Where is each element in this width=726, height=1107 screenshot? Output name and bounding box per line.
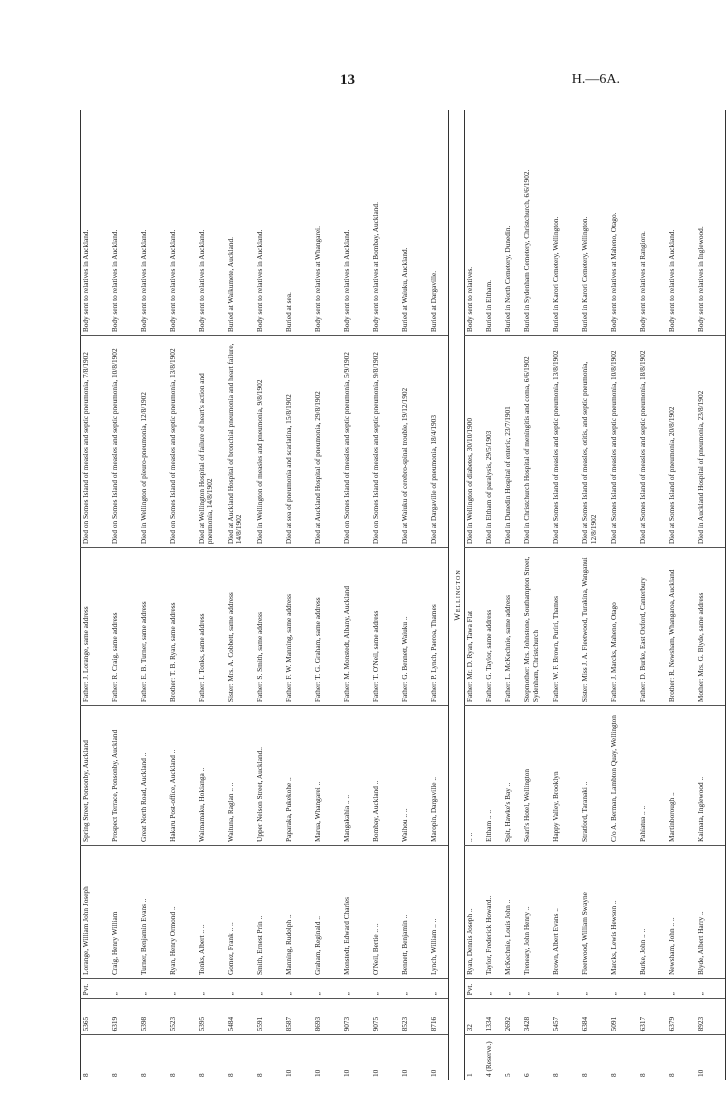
table-row — [197, 110, 226, 1080]
cell-death: Died on Somes Island of measles and septic pneumonia, 10/8/1902 — [110, 336, 139, 548]
cell-burial: Buried in Sydenham Cemetery, Christchurch, 6/6/1902. — [522, 169, 532, 333]
cell-address: Paparaka, Pukekohe .. — [284, 706, 313, 846]
cell-burial: Buried at Waiuku, Auckland. — [400, 247, 409, 333]
cell-death: Died in Dunedin Hospital of enteric, 23/7/1901 — [503, 336, 522, 548]
table-row — [110, 110, 139, 1080]
cell-number: 6384 — [580, 999, 609, 1035]
cell-number: 8716 — [429, 999, 449, 1035]
cell-contingent: 8 — [638, 1035, 667, 1080]
rotated-table-frame — [80, 110, 706, 1080]
cell-burial: Body sent to relatives in Auckland. — [168, 229, 177, 333]
cell-death: Died at Auckland Hospital of bronchial pneumonia and heart failure, 14/8/1902 — [226, 336, 255, 548]
table-row — [609, 110, 638, 1080]
cell-death: Died at Somes Island of measles and septic pneumonia, 10/8/1902 — [609, 336, 638, 548]
cell-number: 2692 — [503, 999, 522, 1035]
cell-contingent: 10 — [313, 1035, 342, 1080]
cell-name: Lorange, William John Joseph — [81, 845, 111, 978]
table-body — [81, 110, 726, 1080]
page-number: 13 — [340, 72, 355, 88]
cell-burial: Body sent to relatives at Rangiora. — [638, 231, 648, 333]
cell-next-of-kin: Father: S. Smith, same address — [255, 548, 284, 706]
cell-number: 8693 — [313, 999, 342, 1035]
cell-burial: Body sent to relatives at Maheno, Otago. — [609, 212, 619, 333]
cell-address: Waihou .. .. — [400, 706, 429, 846]
table-row — [638, 110, 667, 1080]
cell-rank: „ — [696, 979, 726, 999]
cell-address: Kaimata, Inglewood .. — [696, 706, 726, 846]
cell-name: Burke, John .. .. — [638, 845, 667, 978]
cell-rank: „ — [429, 979, 449, 999]
cell-rank: „ — [667, 979, 696, 999]
cell-next-of-kin: Sister: Miss J. A. Fleetwood, Turakina, Wanganui — [580, 548, 609, 706]
cell-contingent: 10 — [284, 1035, 313, 1080]
cell-contingent: 8 — [110, 1035, 139, 1080]
cell-address: Maropin, Dargaville .. — [429, 706, 449, 846]
cell-name: McKechnie, Louis John .. — [503, 845, 522, 978]
cell-address: Mangakahia .. .. — [342, 706, 371, 846]
table-row — [226, 110, 255, 1080]
cell-name: Craig, Henry William — [110, 845, 139, 978]
cell-number: 3428 — [522, 999, 551, 1035]
cell-address: Spring Street, Ponsonby, Auckland — [81, 706, 111, 846]
cell-death: Died on Somes Island of measles and septic pneumonia, 5/9/1902 — [342, 336, 371, 548]
table-row — [429, 110, 449, 1080]
cell-death: Died on Somes Island of measles and septic pneumonia, 9/8/1902 — [371, 336, 400, 548]
cell-number: 8523 — [400, 999, 429, 1035]
section-heading: Wellington — [453, 569, 462, 621]
cell-contingent: 8 — [580, 1035, 609, 1080]
cell-name: Marcks, Lewis Hewson .. — [609, 845, 638, 978]
cell-next-of-kin: Brother: T. B. Ryan, same address — [168, 548, 197, 706]
cell-rank: „ — [168, 979, 197, 999]
cell-rank: „ — [342, 979, 371, 999]
cell-address: C/o A. Berman, Lambton Quay, Wellington — [609, 706, 638, 846]
cell-contingent: 10 — [429, 1035, 449, 1080]
cell-address: Hakaru Post-office, Auckland .. — [168, 706, 197, 846]
table-row — [81, 110, 111, 1080]
cell-death: Died in Wellington of measles and pneumonia, 9/8/1902 — [255, 336, 284, 548]
cell-name: Monstedt, Edward Charles — [342, 845, 371, 978]
table-row — [313, 110, 342, 1080]
cell-rank: „ — [551, 979, 580, 999]
cell-contingent: 6 — [522, 1035, 551, 1080]
cell-burial: Body sent to relatives at Whangarei. — [313, 226, 322, 333]
cell-burial: Buried in Karori Cemetery, Wellington. — [551, 216, 561, 333]
cell-name: Bennett, Benjamin .. — [400, 845, 429, 978]
cell-name: Tonks, Albert .. .. — [197, 845, 226, 978]
cell-next-of-kin: Stepmother: Mrs. Johnstone, Southampton Street, Sydenham, Christchurch — [522, 548, 551, 706]
cell-death: Died at Somes Island of measles, otitis, and septic pneumonia, 12/8/1902 — [580, 336, 609, 548]
cell-burial: Buried at Waikumete, Auckland. — [226, 237, 235, 333]
cell-next-of-kin: Mother: Mrs. G. Blyde, same address — [696, 548, 726, 706]
cell-rank: „ — [609, 979, 638, 999]
cell-contingent: 8 — [667, 1035, 696, 1080]
cell-death: Died at Somes Island of measles and septic pneumonia, 13/8/1902 — [551, 336, 580, 548]
cell-address: Great North Road, Auckland .. — [139, 706, 168, 846]
cell-name: Treneary, John Henry .. — [522, 845, 551, 978]
cell-burial: Body sent to relatives at Bombay, Auckland. — [371, 202, 380, 333]
cell-name: Ryan, Henry Ormond .. — [168, 845, 197, 978]
table-row — [168, 110, 197, 1080]
cell-contingent: 8 — [609, 1035, 638, 1080]
cell-next-of-kin: Father: W. F. Brown, Puriri, Thames — [551, 548, 580, 706]
cell-burial: Body sent to relatives. — [465, 110, 485, 336]
cell-name: Blyde, Albert Harry .. — [696, 845, 726, 978]
cell-next-of-kin: Father: Mr. D. Ryan, Tawa Flat — [465, 548, 485, 706]
cell-rank: Pvt. — [81, 979, 111, 999]
cell-rank: „ — [522, 979, 551, 999]
cell-address: Bombay, Auckland .. — [371, 706, 400, 846]
cell-next-of-kin: Father: G. Bennett, Waiuku .. — [400, 548, 429, 706]
cell-next-of-kin: Sister: Mrs. A. Cobbett, same address — [226, 548, 255, 706]
cell-burial: Buried at Dargaville. — [429, 110, 449, 336]
cell-rank: „ — [638, 979, 667, 999]
cell-name: Taylor, Frederick Howard.. — [484, 845, 503, 978]
cell-rank: „ — [110, 979, 139, 999]
cell-number: 5591 — [255, 999, 284, 1035]
cell-next-of-kin: Father: T. O'Neil, same address — [371, 548, 400, 706]
cell-next-of-kin: Father: M. Monstedt, Albany, Auckland — [342, 548, 371, 706]
cell-contingent: 10 — [696, 1035, 726, 1080]
cell-next-of-kin: Father: I. Tonks, same address — [197, 548, 226, 706]
cell-burial: Body sent to relatives in Auckland. — [255, 229, 264, 333]
table-row — [465, 110, 485, 1080]
page-reference: H.—6A. — [571, 72, 620, 87]
cell-next-of-kin: Father: G. Taylor, same address — [484, 548, 503, 706]
table-row — [696, 110, 726, 1080]
cell-burial: Buried in North Cemetery, Dunedin. — [503, 225, 513, 333]
cell-address: Martinborough .. — [667, 706, 696, 846]
cell-number: 6319 — [110, 999, 139, 1035]
cell-rank: „ — [580, 979, 609, 999]
cell-next-of-kin: Father: L. McKechnie, same address — [503, 548, 522, 706]
table-row — [255, 110, 284, 1080]
cell-number: 9075 — [371, 999, 400, 1035]
cell-address: Searl's Hotel, Wellington — [522, 706, 551, 846]
casualty-table — [80, 110, 726, 1080]
cell-death: Died at Wellington Hospital of failure of heart's action and pneumonia, 14/8/1902 — [197, 336, 226, 548]
cell-burial: Buried in Karori Cemetery, Wellington. — [580, 216, 590, 333]
cell-rank: „ — [284, 979, 313, 999]
table-row — [551, 110, 580, 1080]
cell-next-of-kin: Father: F. W. Manning, same address — [284, 548, 313, 706]
cell-contingent: 8 — [197, 1035, 226, 1080]
cell-number: 5398 — [139, 999, 168, 1035]
cell-name: Manning, Rudolph .. — [284, 845, 313, 978]
cell-contingent: 8 — [551, 1035, 580, 1080]
cell-address: Prospect Terrace, Ponsonby, Auckland — [110, 706, 139, 846]
cell-name: O'Neil, Bertie .. .. — [371, 845, 400, 978]
cell-death: Died at sea of pneumonia and scarlatina, 15/8/1902 — [284, 336, 313, 548]
cell-contingent: 10 — [400, 1035, 429, 1080]
cell-burial: Body sent to relatives in Auckland. — [197, 229, 206, 333]
cell-number: 32 — [465, 999, 485, 1035]
cell-death: Died at Somes Island of measles and septic pneumonia, 18/8/1902 — [638, 336, 667, 548]
table-row — [484, 110, 503, 1080]
cell-next-of-kin: Brother: R. Newsham, Whangaroa, Auckland — [667, 548, 696, 706]
cell-name: Ryan, Dennis Joseph .. — [465, 845, 485, 978]
cell-burial: Body sent to relatives in Auckland. — [139, 229, 148, 333]
table-row — [667, 110, 696, 1080]
cell-number: 8923 — [696, 999, 726, 1035]
cell-number: 5523 — [168, 999, 197, 1035]
cell-next-of-kin: Father: T. G. Graham, same address — [313, 548, 342, 706]
cell-death: Died at Dargaville of pneumonia, 18/4/1903 — [429, 336, 449, 548]
cell-death: Died in Christchurch Hospital of meningitis and coma, 6/6/1902 — [522, 336, 551, 548]
cell-death: Died on Somes Island of measles and septic pneumonia, 7/8/1902 — [81, 336, 111, 548]
cell-number: 1334 — [484, 999, 503, 1035]
cell-name: Brown, Albert Evans .. — [551, 845, 580, 978]
cell-address: Upper Nelson Street, Auckland.. — [255, 706, 284, 846]
cell-number: 5365 — [81, 999, 111, 1035]
cell-next-of-kin: Father: D. Burke, East Oxford, Canterbury — [638, 548, 667, 706]
cell-name: Turner, Benjamin Evans .. — [139, 845, 168, 978]
cell-burial: Body sent to relatives in Auckland. — [81, 110, 111, 336]
table-row — [342, 110, 371, 1080]
cell-contingent: 8 — [168, 1035, 197, 1080]
cell-rank: Pvt. — [465, 979, 485, 999]
cell-name: Fleetwood, William Swayne — [580, 845, 609, 978]
table-row — [580, 110, 609, 1080]
cell-death: Died at Auckland Hospital of pneumonia, 29/8/1902 — [313, 336, 342, 548]
table-row — [400, 110, 429, 1080]
cell-burial: Body sent to relatives in Auckland. — [110, 229, 119, 333]
cell-rank: „ — [503, 979, 522, 999]
cell-number: 9073 — [342, 999, 371, 1035]
cell-address: Pahiatua .. .. — [638, 706, 667, 846]
cell-rank: „ — [255, 979, 284, 999]
cell-next-of-kin: Father: P. Lynch, Paeroa, Thames — [429, 548, 449, 706]
cell-contingent: 4 (Reserve.) — [484, 1035, 503, 1080]
cell-burial: Buried in Eltham. — [484, 280, 494, 333]
cell-contingent: 1 — [465, 1035, 485, 1080]
cell-contingent: 8 — [81, 1035, 111, 1080]
cell-name: Smith, Ernest Prin .. — [255, 845, 284, 978]
cell-contingent: 8 — [139, 1035, 168, 1080]
cell-death: Died at Somes Island of pneumonia, 20/8/1902 — [667, 336, 696, 548]
cell-name: Gomez, Frank .. .. — [226, 845, 255, 978]
table-row — [284, 110, 313, 1080]
cell-number: 5484 — [226, 999, 255, 1035]
table-row — [503, 110, 522, 1080]
cell-death: Died on Somes Island of measles and septic pneumonia, 13/8/1902 — [168, 336, 197, 548]
table-row — [139, 110, 168, 1080]
cell-number: 6317 — [638, 999, 667, 1035]
section-heading-row — [449, 110, 465, 1080]
cell-next-of-kin: Father: E. B. Turner, same address — [139, 548, 168, 706]
cell-address: Eltham .. .. — [484, 706, 503, 846]
cell-name: Lynch, William .. .. — [429, 845, 449, 978]
cell-address: .. .. — [465, 706, 485, 846]
cell-contingent: 8 — [255, 1035, 284, 1080]
cell-contingent: 5 — [503, 1035, 522, 1080]
cell-death: Died in Eltham of paralysis, 29/5/1903 — [484, 336, 503, 548]
cell-rank: „ — [400, 979, 429, 999]
cell-death: Died at Waiuku of cerebro-spinal trouble, 19/12/1902 — [400, 336, 429, 548]
cell-rank: „ — [197, 979, 226, 999]
cell-rank: „ — [313, 979, 342, 999]
cell-rank: „ — [139, 979, 168, 999]
cell-name: Newsham, John .. .. — [667, 845, 696, 978]
cell-number: 5395 — [197, 999, 226, 1035]
cell-address: Waimamaku, Hokianga .. — [197, 706, 226, 846]
cell-burial: Body sent to relatives in Auckland. — [342, 229, 351, 333]
cell-number: 5457 — [551, 999, 580, 1035]
cell-contingent: 8 — [226, 1035, 255, 1080]
cell-name: Graham, Reginald .. — [313, 845, 342, 978]
cell-number: 8587 — [284, 999, 313, 1035]
cell-address: Waituna, Raglan .. .. — [226, 706, 255, 846]
cell-next-of-kin: Father: J. Marcks, Maheno, Otago — [609, 548, 638, 706]
cell-next-of-kin: Father: R. Craig, same address — [110, 548, 139, 706]
cell-burial: Buried at sea. — [284, 292, 293, 333]
cell-rank: „ — [371, 979, 400, 999]
cell-rank: „ — [484, 979, 503, 999]
rotated-table-content — [80, 110, 706, 1080]
cell-number: 6379 — [667, 999, 696, 1035]
cell-death: Died in Wellington of diabetes, 30/10/1900 — [465, 336, 485, 548]
cell-burial: Body sent to relatives in Auckland. — [667, 229, 677, 333]
cell-address: Maruа, Whangarei .. — [313, 706, 342, 846]
cell-contingent: 10 — [342, 1035, 371, 1080]
cell-death: Died in Wellington of pleuro-pneumonia, 12/8/1902 — [139, 336, 168, 548]
cell-next-of-kin: Father: J. Lorange, same address — [81, 548, 111, 706]
cell-address: Stratford, Taranaki .. — [580, 706, 609, 846]
table-row — [522, 110, 551, 1080]
cell-contingent: 10 — [371, 1035, 400, 1080]
cell-burial: Body sent to relatives in Inglewood. — [696, 110, 726, 336]
table-row — [371, 110, 400, 1080]
cell-address: Happy Valley, Brooklyn — [551, 706, 580, 846]
cell-number: 5091 — [609, 999, 638, 1035]
cell-rank: „ — [226, 979, 255, 999]
cell-death: Died in Auckland Hospital of pneumonia, 23/8/1902 — [696, 336, 726, 548]
cell-address: Spit, Hawke's Bay .. — [503, 706, 522, 846]
